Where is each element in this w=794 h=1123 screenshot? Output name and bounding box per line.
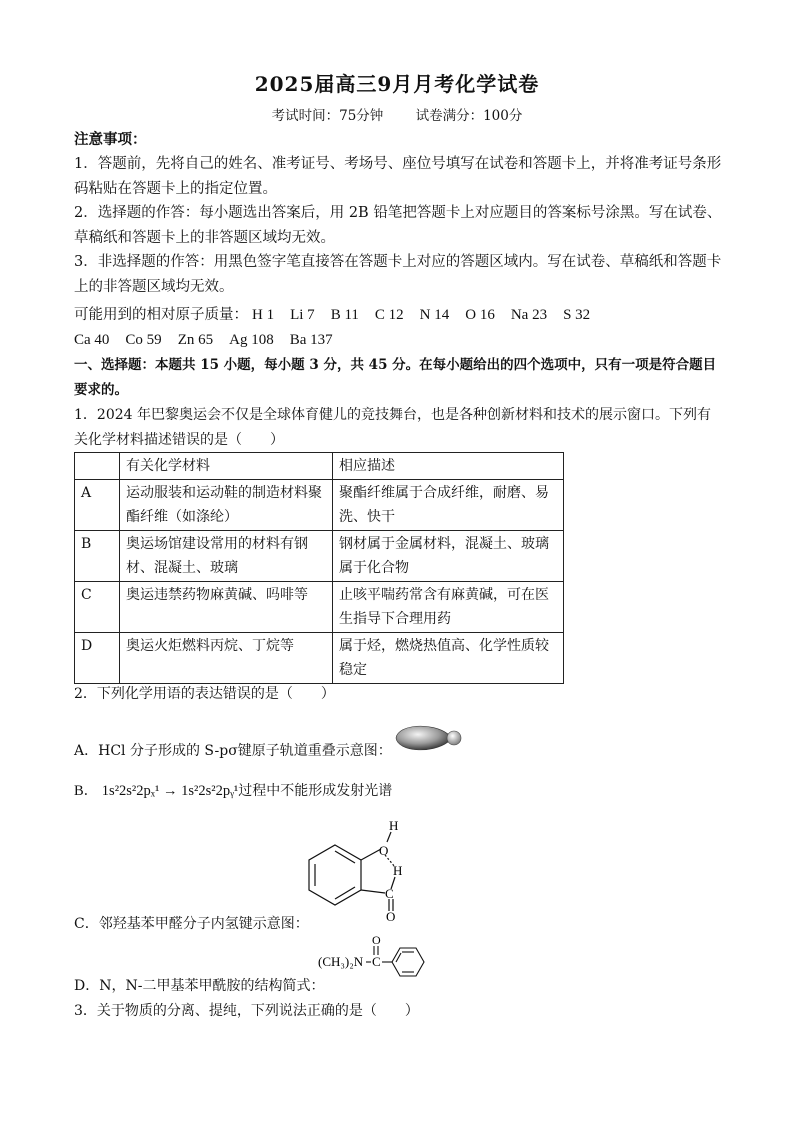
bond-o-h xyxy=(387,832,391,842)
table-header-cell: 有关化学材料 xyxy=(120,453,333,480)
s-orbital xyxy=(447,731,461,745)
atomic-mass: S 32 xyxy=(563,307,591,323)
orbital-overlap-diagram xyxy=(392,720,464,756)
table-row xyxy=(75,531,564,582)
table-row xyxy=(75,480,564,531)
p-orbital-lobe xyxy=(396,726,451,750)
atomic-mass: Ag 108 xyxy=(229,332,274,348)
table-row xyxy=(75,633,564,684)
option-label: C xyxy=(75,582,120,633)
atomic-mass: Zn 65 xyxy=(177,332,214,348)
option-b-label: B． xyxy=(74,783,99,799)
description-cell: 聚酯纤维属于合成纤维，耐磨、易洗、快干 xyxy=(333,480,564,531)
question-1-table xyxy=(74,452,564,684)
electron-config-final: 1s²2s²2pᵧ¹ xyxy=(181,783,239,799)
electron-config-initial: 1s²2s²2pₓ¹ xyxy=(101,783,160,799)
description-cell: 钢材属于金属材料，混凝土、玻璃属于化合物 xyxy=(333,531,564,582)
atom-o-ring: O xyxy=(379,843,389,858)
carbonyl-o: O xyxy=(372,933,381,947)
question-2-option-a: A．HCl 分子形成的 S-pσ键原子轨道重叠示意图： xyxy=(74,743,392,759)
question-2-option-c: C．邻羟基苯甲醛分子内氢键示意图： xyxy=(74,916,309,932)
atomic-mass-label: 可能用到的相对原子质量： xyxy=(74,307,248,323)
carbonyl-c: C xyxy=(372,954,381,969)
bond-ring-c xyxy=(361,890,385,893)
description-cell: 属于烃，燃烧热值高、化学性质较稳定 xyxy=(333,633,564,684)
table-header-cell: 相应描述 xyxy=(333,453,564,480)
exam-title: 2025届高三9月月考化学试卷 xyxy=(254,72,540,96)
table-row xyxy=(75,582,564,633)
atomic-mass: O 16 xyxy=(465,307,495,323)
atomic-mass: H 1 xyxy=(252,307,275,323)
salicylaldehyde-structure xyxy=(305,815,425,925)
question-2-option-b xyxy=(74,779,392,800)
atom-h-mid: H xyxy=(393,863,403,878)
bond-ring-o xyxy=(361,849,381,860)
description-cell: 止咳平喘药常含有麻黄碱，可在医生指导下合理用药 xyxy=(333,582,564,633)
option-label: D xyxy=(75,633,120,684)
section-1-heading: 一、选择题：本题共 15 小题，每小题 3 分，共 45 分。在每小题给出的四个选项中，只有一项是符合题目要求的。 xyxy=(74,357,717,398)
option-label: A xyxy=(75,480,120,531)
table-header-cell xyxy=(75,453,120,480)
option-b-text: 过程中不能形成发射光谱 xyxy=(238,783,393,799)
atom-c: C xyxy=(385,886,394,901)
atomic-mass: C 12 xyxy=(374,307,404,323)
atomic-mass-line-2 xyxy=(74,328,724,353)
exam-subtitle xyxy=(0,104,794,124)
atomic-mass-line-1 xyxy=(74,303,724,328)
material-cell: 奥运火炬燃料丙烷、丁烷等 xyxy=(120,633,333,684)
notice-item-2: 2．选择题的作答：每小题选出答案后，用 2B 铅笔把答题卡上对应题目的答案标号涂黑。写在试卷、草稿纸和答题卡上的非答题区域均无效。 xyxy=(74,205,722,246)
benzene-ring xyxy=(309,845,361,905)
atomic-mass: Ca 40 xyxy=(74,332,110,348)
question-2-stem: 2．下列化学用语的表达错误的是（ ） xyxy=(74,686,335,702)
material-cell: 奥运场馆建设常用的材料有钢材、混凝土、玻璃 xyxy=(120,531,333,582)
atom-h-top: H xyxy=(389,818,399,833)
notice-item-1: 1．答题前，先将自己的姓名、准考证号、考场号、座位号填写在试卷和答题卡上，并将准考证号条形码粘贴在答题卡上的指定位置。 xyxy=(74,156,722,197)
arrow-symbol: → xyxy=(162,783,178,799)
question-2-option-d: D．N，N-二甲基苯甲酰胺的结构简式： xyxy=(74,978,325,994)
table-header-row xyxy=(75,453,564,480)
atom-o-bottom: O xyxy=(386,909,396,924)
exam-time: 考试时间：75分钟 xyxy=(271,108,384,124)
question-3-stem: 3．关于物质的分离、提纯，下列说法正确的是（ ） xyxy=(74,1003,419,1019)
atomic-mass: B 11 xyxy=(330,307,359,323)
material-cell: 奥运违禁药物麻黄碱、吗啡等 xyxy=(120,582,333,633)
question-1-stem: 1．2024 年巴黎奥运会不仅是全球体育健儿的竞技舞台，也是各种创新材料和技术的展示窗口。下列有关化学材料描述错误的是（ ） xyxy=(74,407,711,448)
exam-score: 试卷满分：100分 xyxy=(415,108,523,124)
atomic-mass: Ba 137 xyxy=(289,332,333,348)
material-cell: 运动服装和运动鞋的制造材料聚酯纤维（如涤纶） xyxy=(120,480,333,531)
atomic-mass: N 14 xyxy=(419,307,450,323)
atomic-mass: Co 59 xyxy=(125,332,162,348)
atomic-mass: Na 23 xyxy=(510,307,548,323)
dimethylbenzamide-structure xyxy=(316,932,436,982)
dimethylamino-group: (CH₃)₂N xyxy=(318,954,364,969)
notice-item-3: 3．非选择题的作答：用黑色签字笔直接答在答题卡上对应的答题区域内。写在试卷、草稿纸和答题卡上的非答题区域均无效。 xyxy=(74,254,722,295)
atomic-mass: Li 7 xyxy=(290,307,315,323)
notice-heading: 注意事项： xyxy=(74,131,147,148)
option-label: B xyxy=(75,531,120,582)
